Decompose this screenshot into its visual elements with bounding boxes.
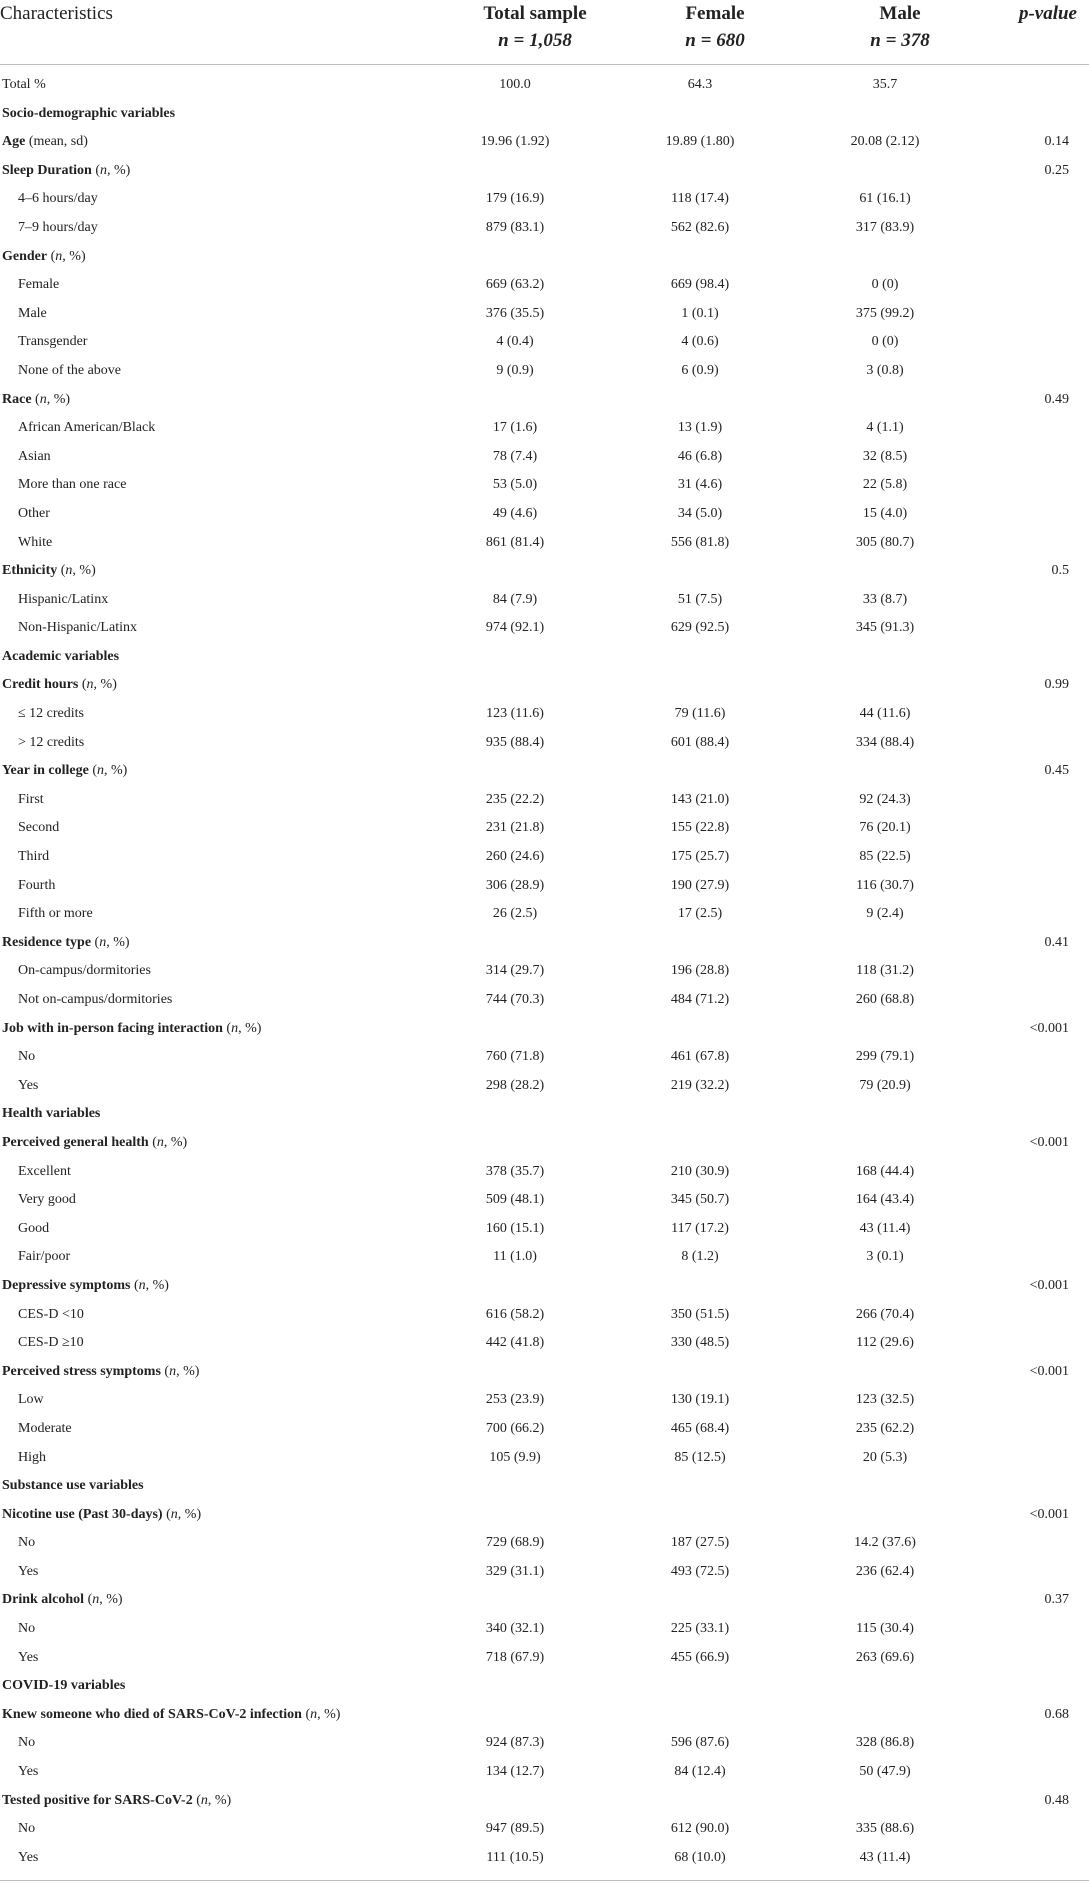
header-female-n: n = 680 xyxy=(685,30,745,51)
cell-female: 118 (17.4) xyxy=(671,191,729,207)
cell-male: 115 (30.4) xyxy=(856,1621,914,1637)
table-row xyxy=(0,100,1089,129)
cell-male: 85 (22.5) xyxy=(859,849,911,865)
row-label: Fifth or more xyxy=(18,906,93,922)
cell-male: 43 (11.4) xyxy=(859,1220,911,1236)
header-female xyxy=(615,0,815,54)
cell-total-sample: 111 (10.5) xyxy=(486,1849,544,1865)
table-row xyxy=(0,328,1089,357)
row-label: Job with in-person facing interaction (n, %) xyxy=(2,1020,262,1036)
row-label: 7–9 hours/day xyxy=(18,219,98,235)
cell-female: 345 (50.7) xyxy=(670,1192,730,1208)
cell-total-sample: 974 (92.1) xyxy=(485,620,545,636)
cell-male: 118 (31.2) xyxy=(856,963,914,979)
cell-p-value: 0.37 xyxy=(1044,1592,1069,1608)
cell-male: 0 (0) xyxy=(871,334,899,350)
table-row xyxy=(0,1529,1089,1558)
row-label: > 12 credits xyxy=(18,734,85,750)
cell-male: 50 (47.9) xyxy=(859,1764,911,1780)
row-label: No xyxy=(18,1535,36,1551)
table-row xyxy=(0,1472,1089,1501)
cell-female: 68 (10.0) xyxy=(674,1849,726,1865)
row-label: Very good xyxy=(18,1192,76,1208)
row-label: Depressive symptoms (n, %) xyxy=(2,1277,169,1293)
cell-total-sample: 314 (29.7) xyxy=(485,963,545,979)
row-label: Yes xyxy=(18,1563,39,1579)
cell-total-sample: 160 (15.1) xyxy=(485,1220,545,1236)
table-row xyxy=(0,1844,1089,1873)
cell-p-value: <0.001 xyxy=(1029,1134,1069,1150)
table-row xyxy=(0,1758,1089,1787)
cell-total-sample: 935 (88.4) xyxy=(485,734,545,750)
row-label: Yes xyxy=(18,1649,39,1665)
table-row xyxy=(0,843,1089,872)
cell-total-sample: 235 (22.2) xyxy=(485,791,545,807)
row-label: Sleep Duration (n, %) xyxy=(2,162,131,178)
table-row xyxy=(0,271,1089,300)
table-row xyxy=(0,1129,1089,1158)
cell-female: 187 (27.5) xyxy=(670,1535,730,1551)
cell-female: 350 (51.5) xyxy=(670,1306,730,1322)
table-row xyxy=(0,586,1089,615)
table-row xyxy=(0,300,1089,329)
cell-female: 219 (32.2) xyxy=(670,1077,730,1093)
cell-total-sample: 253 (23.9) xyxy=(485,1392,545,1408)
cell-total-sample: 700 (66.2) xyxy=(485,1420,545,1436)
cell-female: 46 (6.8) xyxy=(677,448,723,464)
header-p-value: p-value xyxy=(1018,3,1077,24)
cell-total-sample: 744 (70.3) xyxy=(485,992,545,1007)
table-row xyxy=(0,128,1089,157)
table-row xyxy=(0,700,1089,729)
cell-male: 236 (62.4) xyxy=(855,1563,915,1579)
row-label: Yes xyxy=(18,1849,39,1865)
cell-male: 345 (91.3) xyxy=(855,620,915,636)
table-row xyxy=(0,1815,1089,1844)
row-label: Ethnicity (n, %) xyxy=(2,563,96,579)
cell-male: 375 (99.2) xyxy=(855,305,915,321)
table-row xyxy=(0,929,1089,958)
row-label: CES-D <10 xyxy=(18,1306,84,1322)
cell-total-sample: 100.0 xyxy=(499,77,531,92)
cell-female: 225 (33.1) xyxy=(670,1621,730,1637)
cell-p-value: <0.001 xyxy=(1029,1020,1069,1036)
table-bottom-rule xyxy=(0,1880,1089,1881)
table-row xyxy=(0,357,1089,386)
table-row xyxy=(0,786,1089,815)
row-label: On-campus/dormitories xyxy=(18,963,151,979)
cell-female: 461 (67.8) xyxy=(670,1049,730,1065)
table-row xyxy=(0,243,1089,272)
row-label: CES-D ≥10 xyxy=(18,1335,84,1351)
header-male-n: n = 378 xyxy=(870,30,930,51)
cell-total-sample: 298 (28.2) xyxy=(485,1077,545,1093)
cell-female: 484 (71.2) xyxy=(670,992,730,1007)
cell-total-sample: 376 (35.5) xyxy=(485,305,545,321)
row-label: Moderate xyxy=(18,1420,72,1436)
cell-p-value: <0.001 xyxy=(1029,1506,1069,1522)
cell-male: 164 (43.4) xyxy=(855,1192,915,1208)
table-row xyxy=(0,500,1089,529)
table-row xyxy=(0,157,1089,186)
cell-female: 612 (90.0) xyxy=(670,1821,730,1837)
cell-male: 15 (4.0) xyxy=(862,505,908,521)
cell-p-value: 0.49 xyxy=(1044,391,1069,407)
cell-total-sample: 669 (63.2) xyxy=(485,277,545,293)
cell-female: 629 (92.5) xyxy=(670,620,730,636)
row-label: Knew someone who died of SARS-CoV-2 infection (n, %) xyxy=(2,1706,341,1722)
cell-total-sample: 17 (1.6) xyxy=(492,420,538,436)
table-row xyxy=(0,1615,1089,1644)
cell-male: 328 (86.8) xyxy=(855,1735,915,1751)
cell-total-sample: 231 (21.8) xyxy=(485,820,545,836)
table-row xyxy=(0,1329,1089,1358)
cell-female: 596 (87.6) xyxy=(670,1735,730,1751)
cell-female: 19.89 (1.80) xyxy=(665,134,735,150)
cell-total-sample: 509 (48.1) xyxy=(485,1192,545,1208)
cell-total-sample: 378 (35.7) xyxy=(485,1163,545,1179)
cell-male: 3 (0.1) xyxy=(866,1249,904,1265)
table-row xyxy=(0,814,1089,843)
header-total-label: Total sample xyxy=(483,3,587,24)
cell-p-value: 0.99 xyxy=(1044,677,1069,693)
table-row xyxy=(0,1501,1089,1530)
cell-total-sample: 78 (7.4) xyxy=(492,448,538,464)
cell-total-sample: 105 (9.9) xyxy=(489,1449,541,1465)
table-row xyxy=(0,1100,1089,1129)
table-row xyxy=(0,1358,1089,1387)
cell-female: 130 (19.1) xyxy=(670,1392,730,1408)
table-row xyxy=(0,1186,1089,1215)
header-female-label: Female xyxy=(685,3,745,24)
row-label: Asian xyxy=(18,448,51,464)
cell-p-value: 0.25 xyxy=(1044,162,1069,178)
cell-p-value: 0.14 xyxy=(1044,134,1069,150)
table-row xyxy=(0,729,1089,758)
cell-male: 20.08 (2.12) xyxy=(850,134,920,150)
table-row xyxy=(0,1043,1089,1072)
row-label: Nicotine use (Past 30-days) (n, %) xyxy=(2,1506,202,1522)
row-label: No xyxy=(18,1821,36,1837)
cell-total-sample: 616 (58.2) xyxy=(485,1306,545,1322)
table-row xyxy=(0,414,1089,443)
cell-female: 175 (25.7) xyxy=(670,849,730,865)
cell-female: 190 (27.9) xyxy=(670,877,730,893)
cell-female: 562 (82.6) xyxy=(670,219,730,235)
cell-total-sample: 924 (87.3) xyxy=(485,1735,545,1751)
cell-female: 34 (5.0) xyxy=(677,505,723,521)
cell-total-sample: 123 (11.6) xyxy=(486,706,544,722)
row-label: No xyxy=(18,1049,36,1065)
row-label: Non-Hispanic/Latinx xyxy=(18,620,137,636)
cell-p-value: 0.68 xyxy=(1044,1706,1069,1722)
table-row xyxy=(0,1558,1089,1587)
table-row xyxy=(0,1415,1089,1444)
row-label: Transgender xyxy=(18,334,88,350)
cell-female: 669 (98.4) xyxy=(670,277,730,293)
cell-male: 20 (5.3) xyxy=(862,1449,908,1465)
row-label: Perceived stress symptoms (n, %) xyxy=(2,1363,200,1379)
cell-male: 0 (0) xyxy=(871,277,899,293)
cell-total-sample: 179 (16.9) xyxy=(485,191,545,207)
cell-female: 117 (17.2) xyxy=(671,1220,729,1236)
cell-total-sample: 9 (0.9) xyxy=(496,362,534,378)
cell-male: 35.7 xyxy=(872,77,898,92)
table-row xyxy=(0,1243,1089,1272)
cell-male: 235 (62.2) xyxy=(855,1420,915,1436)
cell-male: 305 (80.7) xyxy=(855,534,915,550)
row-label: Yes xyxy=(18,1764,39,1780)
cell-female: 493 (72.5) xyxy=(670,1563,730,1579)
cell-female: 8 (1.2) xyxy=(681,1249,719,1265)
table-row xyxy=(0,671,1089,700)
header-characteristics: Characteristics xyxy=(0,3,113,24)
cell-total-sample: 84 (7.9) xyxy=(492,591,538,607)
row-label: Gender (n, %) xyxy=(2,248,86,264)
cell-male: 44 (11.6) xyxy=(859,706,911,722)
table-row xyxy=(0,1644,1089,1673)
table-row xyxy=(0,1301,1089,1330)
row-label: Other xyxy=(18,505,50,521)
cell-total-sample: 340 (32.1) xyxy=(485,1621,545,1637)
table-row xyxy=(0,557,1089,586)
table-row xyxy=(0,1215,1089,1244)
row-label: 4–6 hours/day xyxy=(18,191,98,207)
cell-female: 84 (12.4) xyxy=(674,1764,726,1780)
cell-male: 168 (44.4) xyxy=(855,1163,915,1179)
cell-male: 76 (20.1) xyxy=(859,820,911,836)
row-label: First xyxy=(18,791,44,807)
cell-total-sample: 760 (71.8) xyxy=(485,1049,545,1065)
cell-female: 196 (28.8) xyxy=(670,963,730,979)
cell-female: 155 (22.8) xyxy=(670,820,730,836)
header-male xyxy=(800,0,1000,54)
table-row xyxy=(0,185,1089,214)
cell-total-sample: 718 (67.9) xyxy=(485,1649,545,1665)
table-row xyxy=(0,1444,1089,1473)
cell-male: 61 (16.1) xyxy=(859,191,911,207)
row-label: Substance use variables xyxy=(2,1478,144,1494)
row-label: Second xyxy=(18,820,60,836)
cell-female: 143 (21.0) xyxy=(670,791,730,807)
cell-male: 32 (8.5) xyxy=(862,448,908,464)
cell-male: 263 (69.6) xyxy=(855,1649,915,1665)
table-row xyxy=(0,614,1089,643)
row-label: Yes xyxy=(18,1077,39,1093)
row-label: African American/Black xyxy=(18,420,156,436)
table-row xyxy=(0,1158,1089,1187)
row-label: Socio-demographic variables xyxy=(2,105,176,121)
header-male-label: Male xyxy=(879,3,921,24)
cell-female: 13 (1.9) xyxy=(677,420,723,436)
table-row xyxy=(0,386,1089,415)
cell-total-sample: 861 (81.4) xyxy=(485,534,545,550)
row-label: Credit hours (n, %) xyxy=(2,677,117,693)
cell-p-value: 0.45 xyxy=(1044,763,1069,779)
table-row xyxy=(0,1729,1089,1758)
table-row xyxy=(0,1586,1089,1615)
table-row xyxy=(0,1272,1089,1301)
cell-total-sample: 26 (2.5) xyxy=(492,906,538,922)
cell-female: 601 (88.4) xyxy=(670,734,730,750)
cell-male: 43 (11.4) xyxy=(859,1849,911,1865)
cell-total-sample: 11 (1.0) xyxy=(493,1249,537,1265)
row-label: None of the above xyxy=(18,362,122,378)
cell-p-value: <0.001 xyxy=(1029,1277,1069,1293)
row-label: Academic variables xyxy=(2,648,120,664)
cell-total-sample: 260 (24.6) xyxy=(485,849,545,865)
cell-female: 85 (12.5) xyxy=(674,1449,726,1465)
cell-male: 3 (0.8) xyxy=(866,362,904,378)
row-label: White xyxy=(18,534,53,550)
cell-female: 556 (81.8) xyxy=(670,534,730,550)
table-body xyxy=(0,71,1089,1872)
table-row xyxy=(0,986,1089,1015)
cell-male: 123 (32.5) xyxy=(855,1392,915,1408)
cell-male: 92 (24.3) xyxy=(859,791,911,807)
table-row xyxy=(0,471,1089,500)
row-label: No xyxy=(18,1735,36,1751)
cell-female: 210 (30.9) xyxy=(670,1163,730,1179)
cell-male: 116 (30.7) xyxy=(856,877,914,893)
table-row xyxy=(0,443,1089,472)
cell-total-sample: 53 (5.0) xyxy=(492,477,538,493)
cell-male: 266 (70.4) xyxy=(855,1306,915,1322)
row-label: Residence type (n, %) xyxy=(2,934,130,950)
cell-male: 79 (20.9) xyxy=(859,1077,911,1093)
row-label: No xyxy=(18,1621,36,1637)
cell-male: 260 (68.8) xyxy=(855,992,915,1007)
header-total-sample xyxy=(430,0,640,54)
cell-male: 112 (29.6) xyxy=(856,1335,914,1351)
table-row xyxy=(0,1072,1089,1101)
row-label: High xyxy=(18,1449,46,1465)
row-label: Hispanic/Latinx xyxy=(18,591,109,607)
cell-total-sample: 134 (12.7) xyxy=(485,1764,545,1780)
cell-p-value: 0.5 xyxy=(1051,563,1069,579)
cell-male: 22 (5.8) xyxy=(862,477,908,493)
cell-female: 455 (66.9) xyxy=(670,1649,730,1665)
cell-total-sample: 879 (83.1) xyxy=(485,219,545,235)
cell-female: 64.3 xyxy=(687,77,713,92)
row-label: Fourth xyxy=(18,877,56,893)
cell-total-sample: 19.96 (1.92) xyxy=(480,134,550,150)
cell-female: 1 (0.1) xyxy=(681,305,719,321)
row-label: Third xyxy=(18,849,50,865)
cell-male: 334 (88.4) xyxy=(855,734,915,750)
row-label: Health variables xyxy=(2,1106,101,1122)
cell-total-sample: 442 (41.8) xyxy=(485,1335,545,1351)
table-row xyxy=(0,957,1089,986)
cell-female: 465 (68.4) xyxy=(670,1420,730,1436)
row-label: Good xyxy=(18,1220,50,1236)
row-label: Race (n, %) xyxy=(2,391,71,407)
cell-total-sample: 729 (68.9) xyxy=(485,1535,545,1551)
row-label: More than one race xyxy=(18,477,127,493)
cell-p-value: 0.41 xyxy=(1044,934,1069,950)
table-row xyxy=(0,757,1089,786)
cell-total-sample: 49 (4.6) xyxy=(492,505,538,521)
table-row xyxy=(0,900,1089,929)
cell-p-value: <0.001 xyxy=(1029,1363,1069,1379)
table-row xyxy=(0,1701,1089,1730)
table-row xyxy=(0,71,1089,100)
table-row xyxy=(0,529,1089,558)
row-label: ≤ 12 credits xyxy=(18,706,85,722)
row-label: Drink alcohol (n, %) xyxy=(2,1592,123,1608)
row-label: Tested positive for SARS-CoV-2 (n, %) xyxy=(2,1792,232,1808)
cell-female: 79 (11.6) xyxy=(674,706,726,722)
row-label: Not on-campus/dormitories xyxy=(18,992,173,1007)
row-label: COVID-19 variables xyxy=(2,1678,126,1694)
cell-female: 6 (0.9) xyxy=(681,362,719,378)
row-label: Fair/poor xyxy=(18,1249,71,1265)
cell-p-value: 0.48 xyxy=(1044,1792,1069,1808)
cell-female: 17 (2.5) xyxy=(677,906,723,922)
table-row xyxy=(0,214,1089,243)
row-label: Low xyxy=(18,1392,44,1408)
cell-male: 335 (88.6) xyxy=(855,1821,915,1837)
cell-total-sample: 4 (0.4) xyxy=(496,334,534,350)
cell-male: 299 (79.1) xyxy=(855,1049,915,1065)
table-row xyxy=(0,1672,1089,1701)
cell-total-sample: 947 (89.5) xyxy=(485,1821,545,1837)
table-row xyxy=(0,1015,1089,1044)
cell-female: 31 (4.6) xyxy=(677,477,723,493)
cell-female: 330 (48.5) xyxy=(670,1335,730,1351)
row-label: Total % xyxy=(2,77,46,92)
cell-male: 317 (83.9) xyxy=(855,219,915,235)
header-total-n: n = 1,058 xyxy=(498,30,572,51)
cell-male: 33 (8.7) xyxy=(862,591,908,607)
table-row xyxy=(0,1386,1089,1415)
cell-female: 4 (0.6) xyxy=(681,334,719,350)
cell-total-sample: 329 (31.1) xyxy=(485,1563,545,1579)
cell-female: 51 (7.5) xyxy=(677,591,723,607)
table-row xyxy=(0,643,1089,672)
row-label: Female xyxy=(18,277,60,293)
cell-male: 4 (1.1) xyxy=(866,420,904,436)
row-label: Male xyxy=(18,305,47,321)
cell-total-sample: 306 (28.9) xyxy=(485,877,545,893)
row-label: Year in college (n, %) xyxy=(2,763,128,779)
table-row xyxy=(0,1787,1089,1816)
table-row xyxy=(0,872,1089,901)
table-header xyxy=(0,0,1089,65)
row-label: Perceived general health (n, %) xyxy=(2,1134,188,1150)
row-label: Age (mean, sd) xyxy=(2,134,88,150)
cell-male: 14.2 (37.6) xyxy=(854,1535,916,1551)
cell-male: 9 (2.4) xyxy=(866,906,904,922)
row-label: Excellent xyxy=(18,1163,71,1179)
